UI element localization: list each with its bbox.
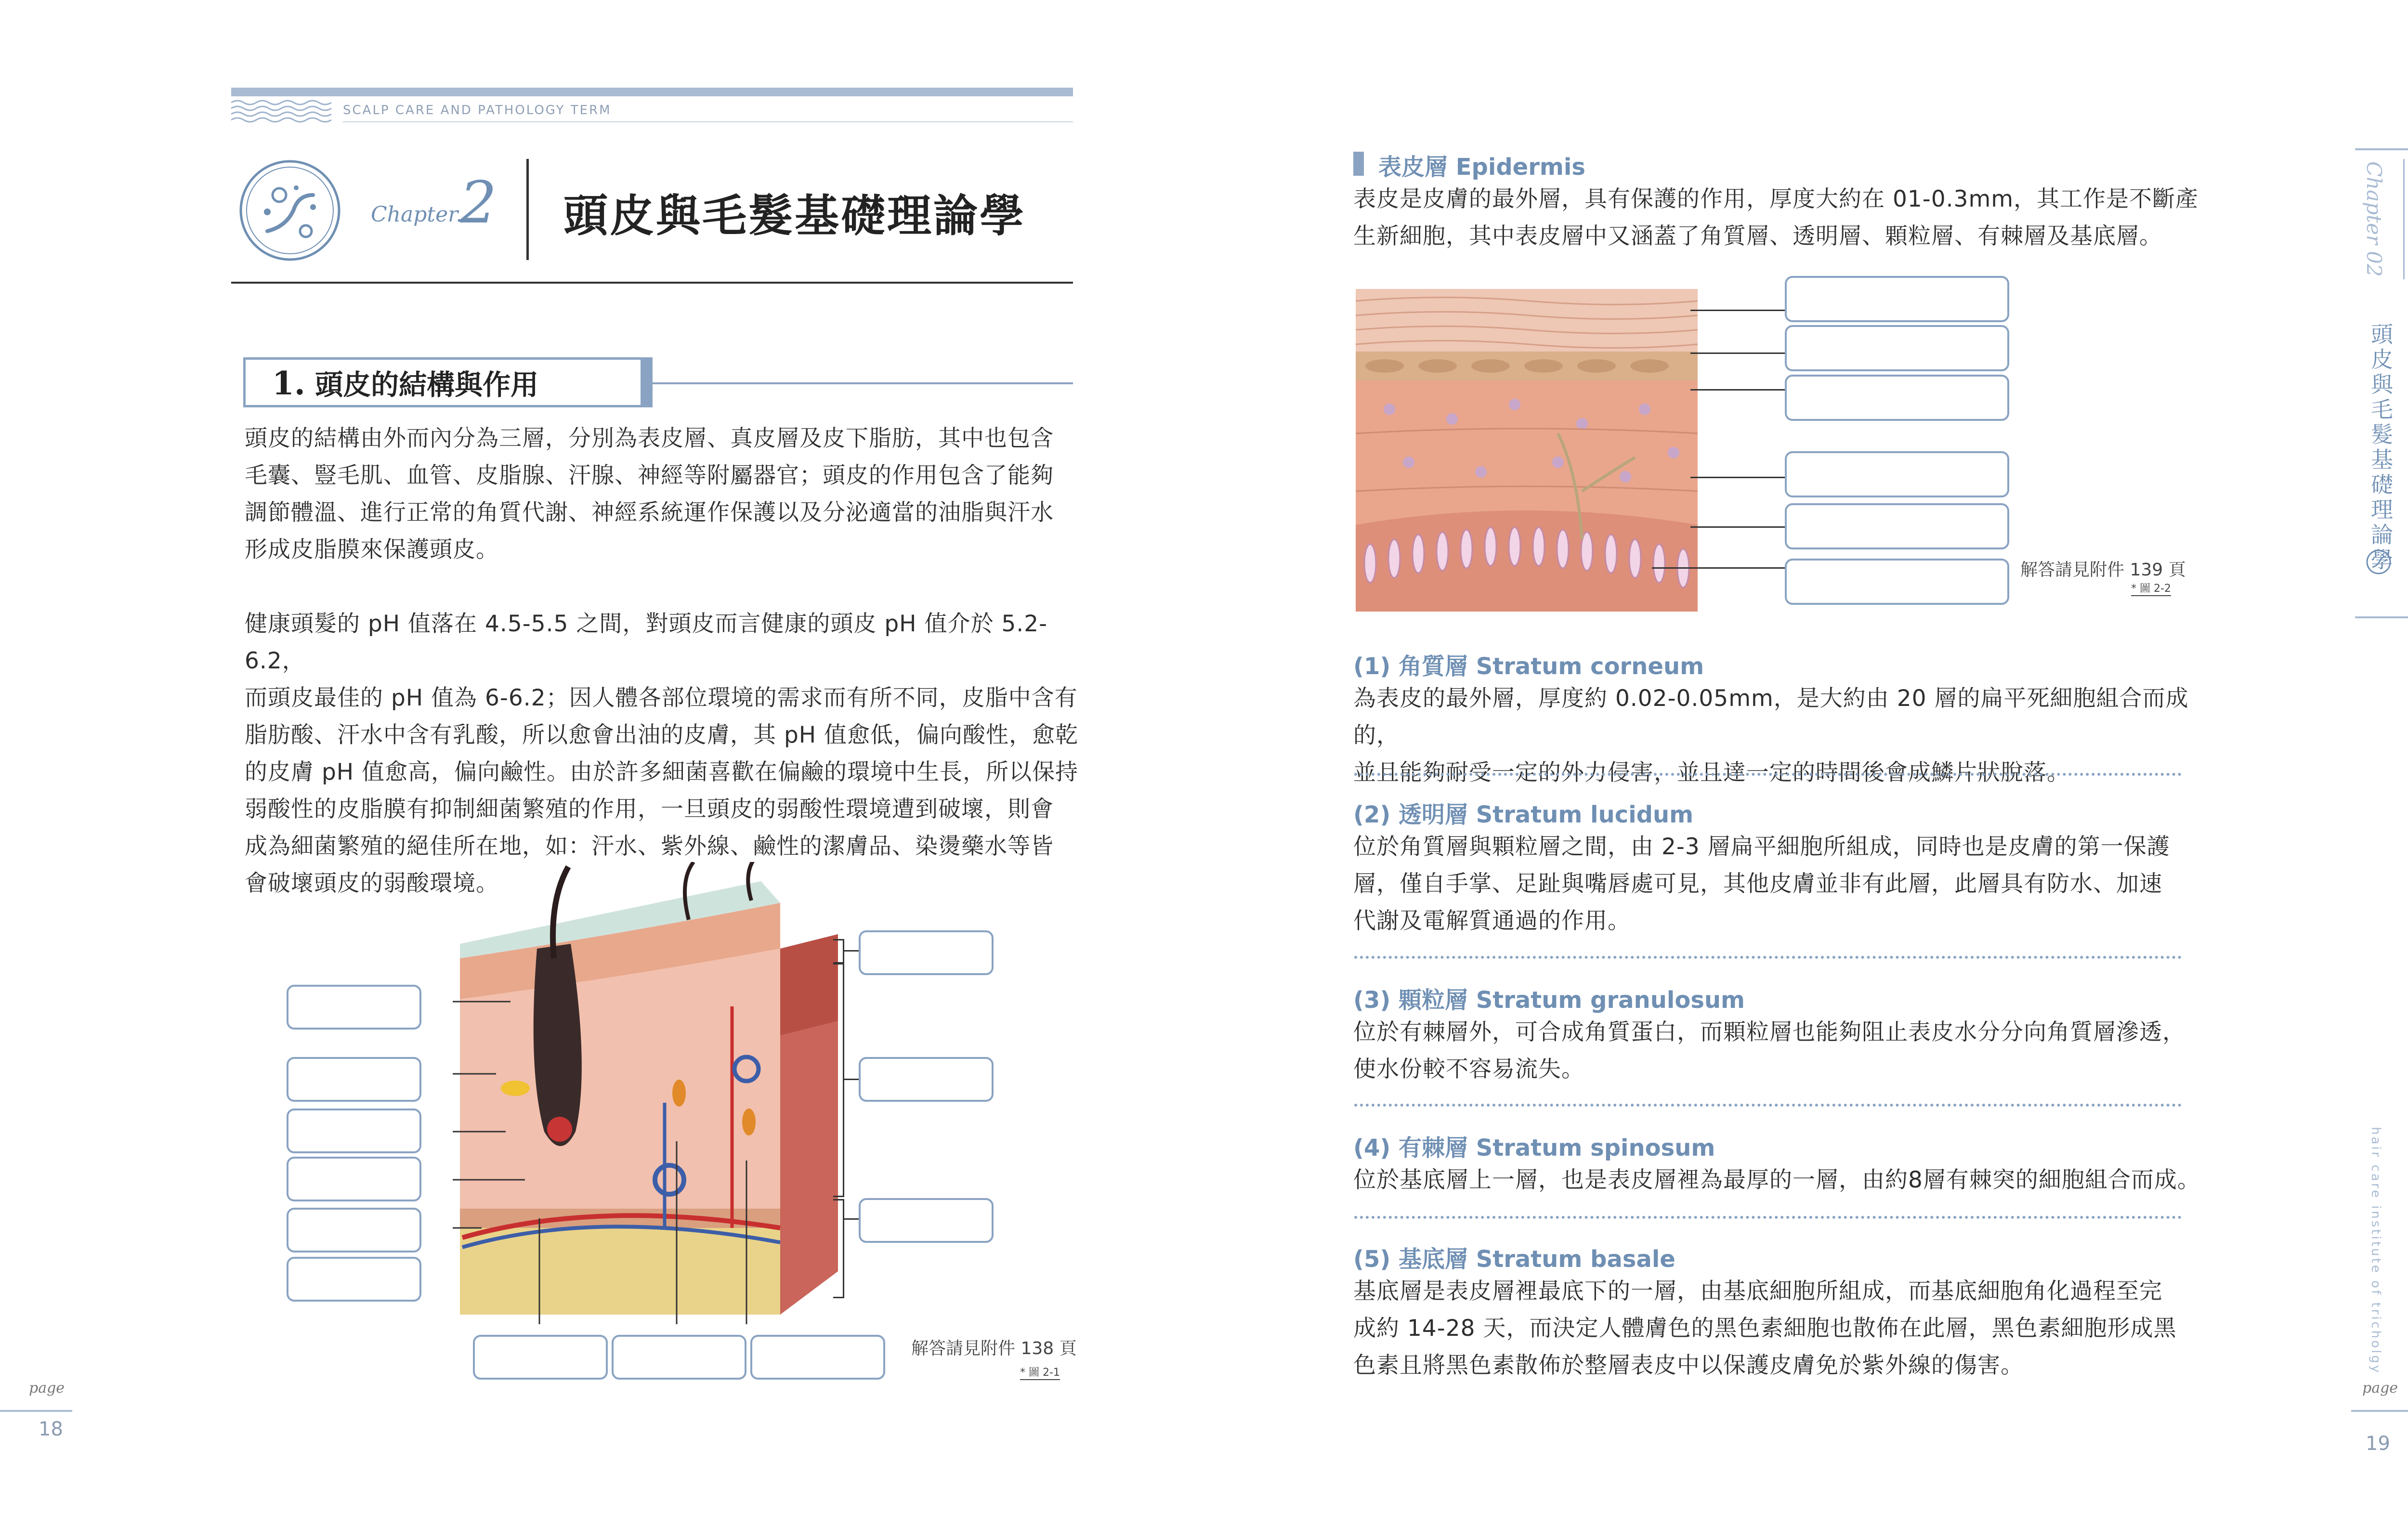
answer-box[interactable] bbox=[859, 1057, 994, 1102]
answer-box[interactable] bbox=[1785, 276, 2009, 322]
text-line: 形成皮脂膜來保護頭皮。 bbox=[245, 536, 499, 563]
text-line: 並且能夠耐受一定的外力侵害，並且達一定的時間後會成鱗片狀脫落。 bbox=[1353, 759, 2070, 786]
page-word: page bbox=[2362, 1380, 2398, 1396]
leader-line bbox=[844, 1218, 859, 1220]
dotted-divider bbox=[1354, 956, 2182, 959]
footer-rule bbox=[0, 1410, 72, 1412]
page-number: 18 bbox=[39, 1418, 63, 1440]
chapter-number: 2 bbox=[460, 170, 497, 236]
answer-box[interactable] bbox=[287, 1109, 421, 1153]
chapter-title: 頭皮與毛髮基礎理論學 bbox=[563, 190, 1026, 242]
side-divider bbox=[2355, 616, 2408, 618]
page-number: 19 bbox=[2366, 1433, 2390, 1455]
text-line: 成約 14-28 天，而決定人體膚色的黑色素細胞也散佈在此層，黑色素細胞形成黑 bbox=[1353, 1315, 2177, 1342]
answer-box[interactable] bbox=[1785, 559, 2009, 605]
layer-title-spinosum: (4) 有棘層 Stratum spinosum bbox=[1353, 1135, 1715, 1161]
layer-title-corneum: (1) 角質層 Stratum corneum bbox=[1353, 653, 1704, 680]
leader-line bbox=[1690, 310, 1785, 311]
answer-box[interactable] bbox=[1785, 503, 2009, 549]
section-heading bbox=[272, 362, 538, 403]
side-institute: hair care institute of tricholgy bbox=[2369, 1127, 2383, 1375]
answer-box[interactable] bbox=[859, 1198, 994, 1243]
answer-box[interactable] bbox=[750, 1335, 885, 1380]
leader-line bbox=[844, 950, 859, 952]
leader-line bbox=[1652, 567, 1785, 569]
text-line: 頭皮的結構由外而內分為三層，分別為表皮層、真皮層及皮下脂肪，其中也包含 bbox=[245, 425, 1054, 452]
scalp-paragraph-2 bbox=[245, 605, 1083, 902]
text-line: 健康頭髮的 pH 值落在 4.5-5.5 之間，對頭皮而言健康的頭皮 pH 值介於 5.2-6.2， bbox=[245, 611, 1048, 674]
dotted-divider bbox=[1354, 1104, 2182, 1107]
footer-rule bbox=[2351, 1410, 2408, 1412]
epidermis-marker bbox=[1353, 152, 1364, 176]
leader-line bbox=[1690, 352, 1785, 354]
leader-line bbox=[1690, 389, 1785, 391]
answer-box[interactable] bbox=[859, 930, 994, 975]
answer-box[interactable] bbox=[287, 1057, 421, 1102]
text-line: 而頭皮最佳的 pH 值為 6-6.2；因人體各部位環境的需求而有所不同，皮脂中含有 bbox=[245, 685, 1078, 711]
side-chapter: Chapter 02 bbox=[2362, 161, 2386, 277]
text-line: 會破壞頭皮的弱酸環境。 bbox=[245, 870, 499, 897]
text-line: 的皮膚 pH 值愈高，偏向鹼性。由於許多細菌喜歡在偏鹼的環境中生長，所以保持 bbox=[245, 759, 1079, 785]
side-title: 頭皮與毛髮基礎理論學 bbox=[2368, 323, 2394, 573]
chapter-emblem-icon bbox=[238, 159, 342, 262]
leader-line bbox=[844, 1079, 859, 1080]
dotted-divider bbox=[1354, 773, 2182, 776]
wave-decoration bbox=[231, 99, 332, 124]
header-line bbox=[343, 121, 1073, 122]
side-divider bbox=[2355, 148, 2408, 150]
answer-note: 解答請見附件 139 頁 bbox=[2020, 560, 2186, 580]
epidermis-paragraph bbox=[1353, 181, 2206, 255]
text-line: 色素且將黑色素散佈於整層表皮中以保護皮膚免於紫外線的傷害。 bbox=[1353, 1352, 2024, 1379]
text-line: 層，僅自手掌、足趾與嘴唇處可見，其他皮膚並非有此層，此層具有防水、加速 bbox=[1353, 871, 2162, 897]
bracket-epidermis bbox=[833, 939, 844, 964]
dotted-divider bbox=[1354, 1216, 2182, 1219]
answer-box[interactable] bbox=[287, 985, 421, 1030]
answer-box[interactable] bbox=[287, 1208, 421, 1252]
bracket-dermis bbox=[833, 963, 844, 1197]
text-line: 弱酸性的皮脂膜有抑制細菌繁殖的作用，一旦頭皮的弱酸性環境遭到破壞，則會 bbox=[245, 796, 1054, 822]
text-line: 生新細胞，其中表皮層中又涵蓋了角質層、透明層、顆粒層、有棘層及基底層。 bbox=[1353, 223, 2162, 249]
layer-title-basale: (5) 基底層 Stratum basale bbox=[1353, 1246, 1675, 1273]
layer-title-granulosum: (3) 顆粒層 Stratum granulosum bbox=[1353, 987, 1745, 1014]
layer-text-granulosum bbox=[1353, 1014, 2206, 1088]
epidermis-layers-illustration bbox=[1356, 289, 1698, 612]
layer-text-lucidum bbox=[1353, 828, 2206, 939]
figure-label: * 圖 2-1 bbox=[1020, 1364, 1060, 1380]
figure-label: * 圖 2-2 bbox=[2131, 580, 2171, 596]
answer-box[interactable] bbox=[473, 1335, 608, 1380]
side-emblem-icon bbox=[2366, 549, 2392, 575]
header-bar bbox=[231, 88, 1073, 96]
text-line: 位於有棘層外，可合成角質蛋白，而顆粒層也能夠阻止表皮水分分向角質層滲透， bbox=[1353, 1019, 2186, 1045]
chapter-word: Chapter. bbox=[371, 202, 463, 227]
answer-note: 解答請見附件 138 頁 bbox=[911, 1339, 1077, 1358]
text-line: 調節體溫、進行正常的角質代謝、神經系統運作保護以及分泌適當的油脂與汗水 bbox=[245, 499, 1054, 526]
layer-text-spinosum bbox=[1353, 1161, 2206, 1199]
text-line: 位於基底層上一層，也是表皮層裡為最厚的一層，由約8層有棘突的細胞組合而成。 bbox=[1353, 1167, 2200, 1193]
text-line: 使水份較不容易流失。 bbox=[1353, 1056, 1584, 1083]
leader-line bbox=[1690, 477, 1785, 478]
page-word: page bbox=[29, 1380, 65, 1396]
skin-cross-section-illustration bbox=[453, 862, 838, 1324]
layer-text-basale bbox=[1353, 1273, 2206, 1384]
answer-box[interactable] bbox=[1785, 325, 2009, 371]
text-line: 脂肪酸、汗水中含有乳酸，所以愈會出油的皮膚，其 pH 值愈低，偏向酸性，愈乾 bbox=[245, 722, 1079, 748]
bracket-fat bbox=[833, 1199, 844, 1298]
chapter-divider bbox=[526, 159, 529, 260]
header-small-text: SCALP CARE AND PATHOLOGY TERM bbox=[343, 103, 612, 117]
text-line: 位於角質層與顆粒層之間，由 2-3 層扁平細胞所組成，同時也是皮膚的第一保護 bbox=[1353, 834, 2170, 860]
answer-box[interactable] bbox=[612, 1335, 746, 1380]
chapter-underline bbox=[231, 282, 1073, 284]
text-line: 為表皮的最外層，厚度約 0.02-0.05mm，是大約由 20 層的扁平死細胞組合而成的， bbox=[1353, 685, 2189, 749]
section-heading-rule bbox=[653, 382, 1073, 384]
epidermis-title: 表皮層 Epidermis bbox=[1378, 154, 1585, 181]
answer-box[interactable] bbox=[1785, 451, 2009, 497]
text-line: 基底層是表皮層裡最底下的一層，由基底細胞所組成，而基底細胞角化過程至完 bbox=[1353, 1278, 2162, 1304]
answer-box[interactable] bbox=[1785, 375, 2009, 421]
side-chapter-rule bbox=[2403, 159, 2405, 279]
section-title: 頭皮的結構與作用 bbox=[315, 368, 539, 401]
text-line: 毛囊、豎毛肌、血管、皮脂腺、汗腺、神經等附屬器官；頭皮的作用包含了能夠 bbox=[245, 462, 1054, 489]
scalp-paragraph-1 bbox=[245, 420, 1083, 568]
text-line: 成為細菌繁殖的絕佳所在地，如：汗水、紫外線、鹼性的潔膚品、染燙藥水等皆 bbox=[245, 833, 1054, 860]
layer-title-lucidum: (2) 透明層 Stratum lucidum bbox=[1353, 801, 1694, 828]
section-heading-tab bbox=[641, 357, 653, 407]
text-line: 表皮是皮膚的最外層，具有保護的作用，厚度大約在 01-0.3mm，其工作是不斷產 bbox=[1353, 186, 2199, 212]
answer-box[interactable] bbox=[287, 1257, 421, 1302]
section-number: 1. bbox=[272, 365, 305, 402]
answer-box[interactable] bbox=[287, 1157, 421, 1201]
leader-line bbox=[1690, 526, 1785, 528]
text-line: 代謝及電解質通過的作用。 bbox=[1353, 908, 1631, 934]
